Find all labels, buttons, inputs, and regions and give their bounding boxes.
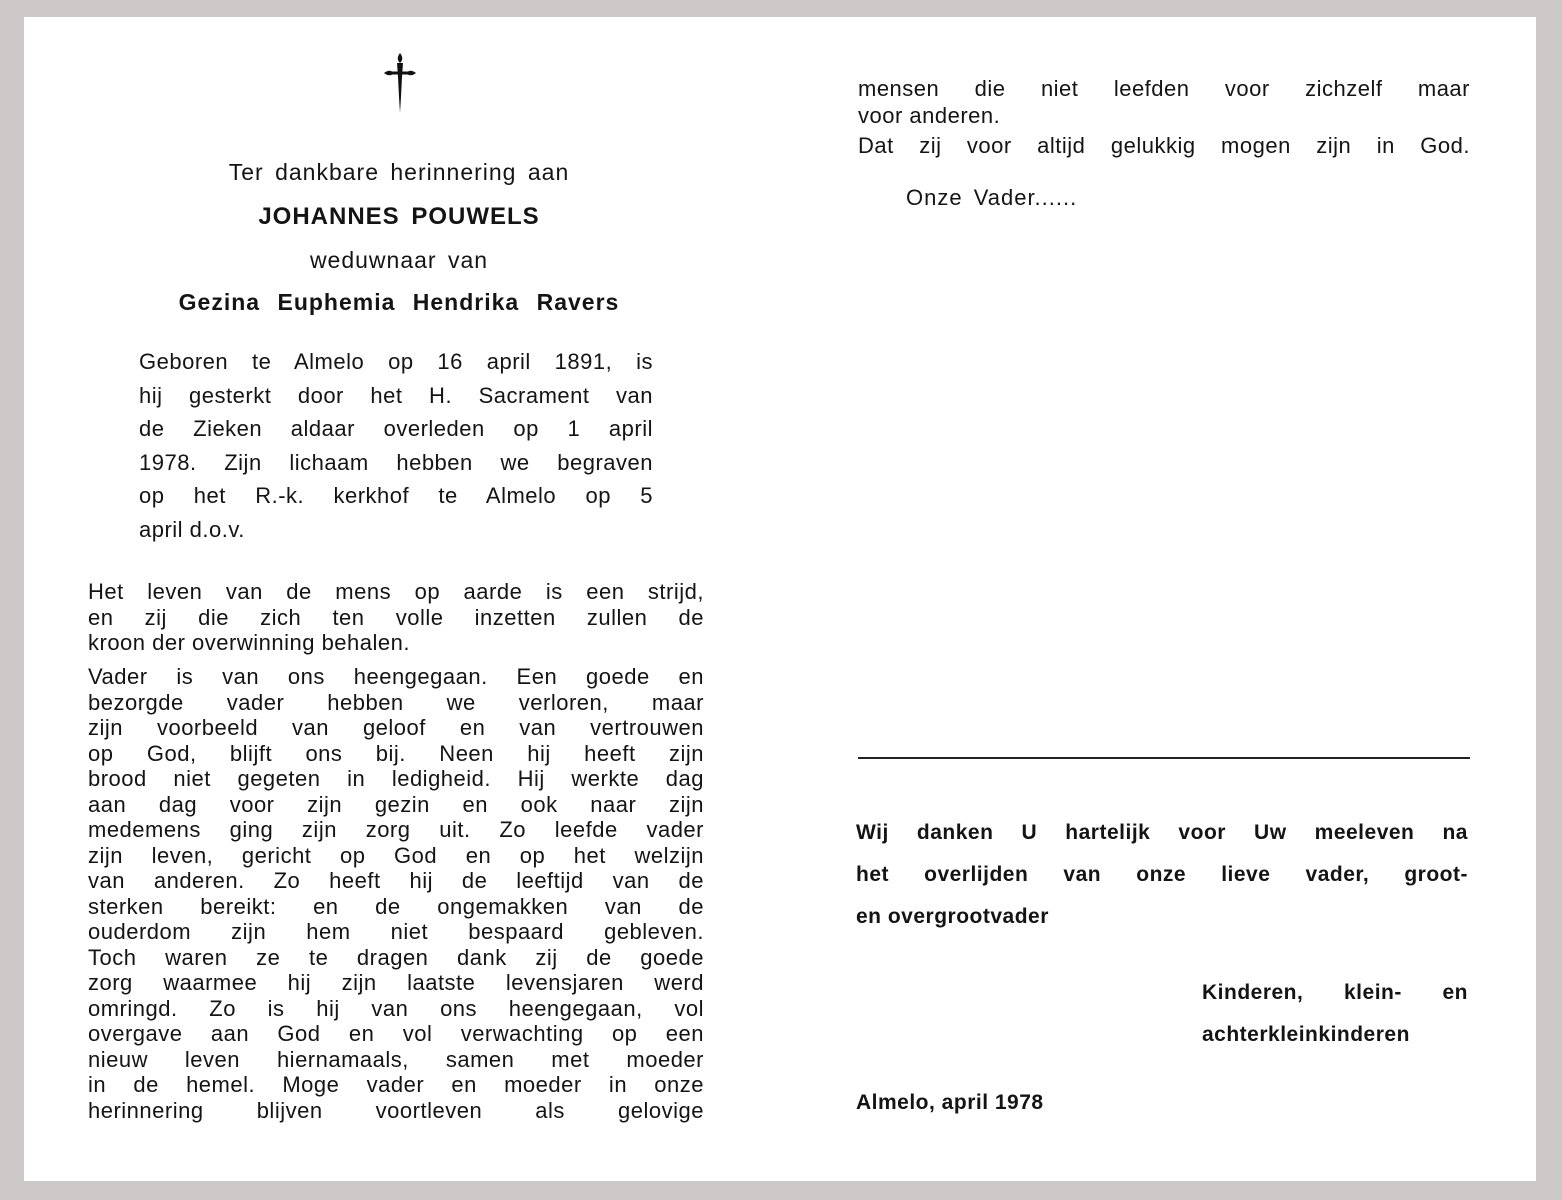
bio-line: op het R.-k. kerkhof te Almelo op 5 (139, 483, 653, 508)
signers (1202, 972, 1468, 1056)
bio-line: de Zieken aldaar overleden op 1 april (139, 416, 653, 441)
left-panel (24, 17, 784, 1181)
text-line: achterkleinkinderen (1202, 1023, 1410, 1046)
text-line: herinnering blijven voortleven als gelovige (88, 1097, 704, 1123)
intro-text: Ter dankbare herinnering aan (228, 159, 570, 185)
tribute-paragraph (88, 664, 704, 1123)
text-line: Dat zij voor altijd gelukkig mogen zijn in God. (858, 133, 1470, 158)
deceased-name: JOHANNES POUWELS (258, 203, 540, 230)
place-date: Almelo, april 1978 (856, 1091, 1044, 1114)
text-line: omringd. Zo is hij van ons heengegaan, vol (88, 995, 704, 1021)
text-line: Vader is van ons heengegaan. Een goede en (88, 664, 704, 689)
text-line: Het leven van de mens op aarde is een strijd, (88, 579, 704, 604)
cross-icon (382, 51, 418, 115)
widower-text: weduwnaar van (309, 247, 489, 273)
text-line: Kinderen, klein- en (1202, 981, 1468, 1004)
text-line: nieuw leven hiernamaals, samen met moeder (88, 1046, 704, 1072)
text-line: bezorgde vader hebben we verloren, maar (88, 689, 704, 715)
continued-paragraph (858, 75, 1470, 129)
bio-line: 1978. Zijn lichaam hebben we begraven (139, 449, 653, 475)
text-line: Wij danken U hartelijk voor Uw meeleven na (856, 821, 1468, 844)
text-line: aan dag voor zijn gezin en ook naar zijn (88, 791, 704, 817)
bio-line: hij gesterkt door het H. Sacrament van (139, 382, 653, 408)
spouse-name: Gezina Euphemia Hendrika Ravers (178, 289, 620, 315)
divider-line (858, 757, 1470, 759)
bio-line: april d.o.v. (139, 516, 245, 542)
memorial-card (24, 17, 1536, 1181)
text-line: en zij die zich ten volle inzetten zullen de (88, 604, 704, 630)
text-line: in de hemel. Moge vader en moeder in onze (88, 1072, 704, 1097)
prayer-text: Onze Vader...... (906, 185, 1078, 210)
text-line: het overlijden van onze lieve vader, groot- (856, 863, 1468, 886)
text-line: voor anderen. (858, 103, 1001, 128)
biography (139, 345, 653, 546)
text-line: kroon der overwinning behalen. (88, 630, 410, 655)
bio-line: Geboren te Almelo op 16 april 1891, is (139, 349, 653, 374)
text-line: Toch waren ze te dragen dank zij de goede (88, 944, 704, 970)
text-line: en overgrootvader (856, 905, 1049, 928)
text-line: zijn leven, gericht op God en op het welzijn (88, 842, 704, 868)
text-line: overgave aan God en vol verwachting op een (88, 1021, 704, 1046)
text-line: op God, blijft ons bij. Neen hij heeft zijn (88, 740, 704, 766)
text-line: medemens ging zijn zorg uit. Zo leefde vader (88, 817, 704, 842)
text-line: zijn voorbeeld van geloof en van vertrouwen (88, 715, 704, 740)
text-line: zorg waarmee hij zijn laatste levensjaren werd (88, 970, 704, 995)
reflection-paragraph (88, 579, 704, 656)
text-line: van anderen. Zo heeft hij de leeftijd van de (88, 868, 704, 893)
text-line: mensen die niet leefden voor zichzelf maar (858, 76, 1470, 101)
text-line: brood niet gegeten in ledigheid. Hij werkte dag (88, 766, 704, 791)
right-panel (784, 17, 1536, 1181)
text-line: sterken bereikt: en de ongemakken van de (88, 893, 704, 919)
blessing-line (858, 133, 1470, 159)
text-line: ouderdom zijn hem niet bespaard gebleven. (88, 919, 704, 944)
thanks-paragraph (856, 812, 1468, 938)
